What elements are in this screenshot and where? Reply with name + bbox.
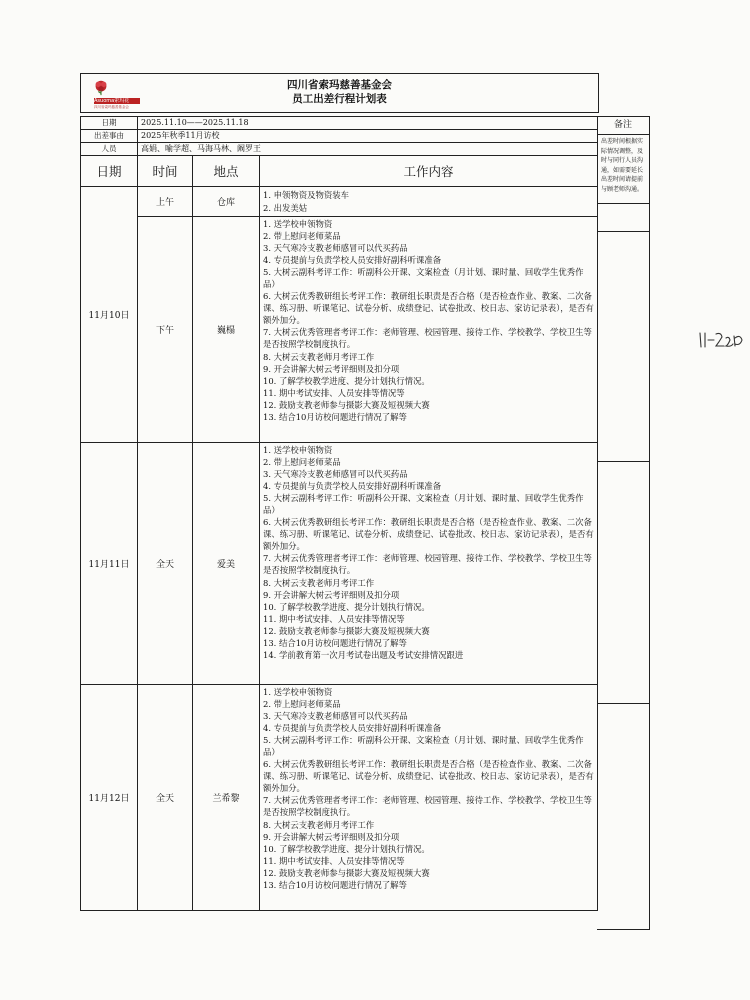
people-label: 人员 bbox=[81, 143, 138, 156]
col-header-date: 日期 bbox=[81, 156, 138, 187]
task-item: 4. 专员提前与负责学校人员安排好副科听课准备 bbox=[263, 723, 442, 734]
table-row bbox=[81, 217, 598, 443]
date-value: 2025.11.10——2025.11.18 bbox=[138, 117, 598, 130]
row-time: 全天 bbox=[138, 685, 193, 911]
task-item: 13. 结合10月访校问题进行情况了解等 bbox=[263, 411, 407, 422]
row-place: 爱美 bbox=[193, 443, 260, 685]
task-item: 7. 大树云优秀管理者考评工作：老师管理、校园管理、接待工作、学校教学、学校卫生等是否按照学校制度执行。 bbox=[263, 795, 592, 818]
task-item: 2. 带上慰问老师菜品 bbox=[263, 231, 341, 242]
task-item: 1. 送学校申领物资 bbox=[263, 687, 333, 697]
task-item: 11. 期中考试安排、人员安排等情况等 bbox=[263, 855, 405, 866]
table-row bbox=[81, 443, 598, 685]
task-item: 7. 大树云优秀管理者考评工作：老师管理、校园管理、接待工作、学校教学、学校卫生等是否按照学校制度执行。 bbox=[263, 327, 592, 350]
task-item: 6. 大树云优秀教研组长考评工作：教研组长职责是否合格（是否检查作业、教案、二次备课、练习册、听课笔记、试卷分析、成绩登记、试卷批改、校日志、家访记录表），是否有额外加分。 bbox=[263, 517, 594, 552]
task-item: 4. 专员提前与负责学校人员安排好副科听课准备 bbox=[263, 255, 442, 266]
task-item: 5. 大树云副科考评工作：听副科公开课、文案检查（月计划、课时量、回收学生优秀作品） bbox=[263, 267, 584, 290]
task-item: 12. 鼓励支教老师参与摄影大赛及短视频大赛 bbox=[263, 399, 430, 410]
remarks-divider bbox=[597, 703, 649, 704]
org-title: 四川省索玛慈善基金会 bbox=[287, 79, 392, 91]
meta-row-people bbox=[81, 143, 598, 156]
meta-row-purpose bbox=[81, 130, 598, 143]
remarks-note: 出差时间根据实际情况调整，及时与同行人员沟通，如需要延长出差时间请提前与顾老师沟通。 bbox=[601, 138, 644, 193]
task-item: 1. 送学校申领物资 bbox=[263, 219, 333, 229]
task-item: 1. 申领物资及物资装车 bbox=[263, 190, 350, 201]
task-item: 5. 大树云副科考评工作：听副科公开课、文案检查（月计划、课时量、回收学生优秀作品） bbox=[263, 735, 584, 758]
itinerary-table bbox=[80, 116, 598, 911]
remarks-divider bbox=[597, 203, 649, 204]
task-item: 12. 鼓励支教老师参与摄影大赛及短视频大赛 bbox=[263, 867, 430, 878]
column-header-row bbox=[81, 156, 598, 187]
col-header-content: 工作内容 bbox=[260, 156, 598, 187]
date-label: 日期 bbox=[81, 117, 138, 130]
remarks-divider bbox=[597, 461, 649, 462]
row-time: 全天 bbox=[138, 443, 193, 685]
remarks-column bbox=[597, 116, 650, 930]
row-date: 11月10日 bbox=[81, 187, 138, 443]
task-item: 13. 结合10月访校问题进行情况了解等 bbox=[263, 879, 407, 890]
purpose-value: 2025年秋季11月访校 bbox=[138, 130, 598, 143]
task-item: 12. 鼓励支教老师参与摄影大赛及短视频大赛 bbox=[263, 625, 430, 636]
table-row bbox=[81, 685, 598, 911]
meta-row-date bbox=[81, 117, 598, 130]
purpose-label: 出差事由 bbox=[81, 130, 138, 143]
row-place: 巍榻 bbox=[193, 217, 260, 443]
row-time: 上午 bbox=[138, 187, 193, 217]
task-item: 6. 大树云优秀教研组长考评工作：教研组长职责是否合格（是否检查作业、教案、二次备课、练习册、听课笔记、试卷分析、成绩登记、试卷批改、校日志、家访记录表），是否有额外加分。 bbox=[263, 291, 594, 326]
row-date: 11月11日 bbox=[81, 443, 138, 685]
task-item: 8. 大树云支教老师月考评工作 bbox=[263, 819, 375, 830]
task-item: 5. 大树云副科考评工作：听副科公开课、文案检查（月计划、课时量、回收学生优秀作品） bbox=[263, 493, 584, 516]
task-item: 10. 了解学校教学进度、提分计划执行情况。 bbox=[263, 601, 430, 612]
task-item: 3. 天气寒冷支教老师感冒可以代买药品 bbox=[263, 243, 408, 254]
document-header bbox=[80, 73, 599, 113]
task-item: 3. 天气寒冷支教老师感冒可以代买药品 bbox=[263, 469, 408, 480]
row-place: 兰希黎 bbox=[193, 685, 260, 911]
task-item: 4. 专员提前与负责学校人员安排好副科听课准备 bbox=[263, 481, 442, 492]
row-tasks bbox=[260, 443, 598, 685]
task-item: 3. 天气寒冷支教老师感冒可以代买药品 bbox=[263, 711, 408, 722]
row-tasks bbox=[260, 217, 598, 443]
task-item: 2. 带上慰问老师菜品 bbox=[263, 457, 341, 468]
task-item: 2. 带上慰问老师菜品 bbox=[263, 699, 341, 710]
task-item: 9. 开会讲解大树云考评细则及扣分项 bbox=[263, 363, 400, 374]
task-item: 9. 开会讲解大树云考评细则及扣分项 bbox=[263, 831, 400, 842]
task-item: 6. 大树云优秀教研组长考评工作：教研组长职责是否合格（是否检查作业、教案、二次备课、练习册、听课笔记、试卷分析、成绩登记、试卷批改、校日志、家访记录表），是否有额外加分。 bbox=[263, 759, 594, 794]
row-place: 仓库 bbox=[193, 187, 260, 217]
task-item: 10. 了解学校教学进度、提分计划执行情况。 bbox=[263, 843, 430, 854]
task-item: 10. 了解学校教学进度、提分计划执行情况。 bbox=[263, 375, 430, 386]
people-value: 高娟、喻学超、马海马林、阚罗王 bbox=[138, 143, 598, 156]
remarks-label: 备注 bbox=[597, 117, 649, 135]
row-tasks bbox=[260, 187, 598, 217]
col-header-time: 时间 bbox=[138, 156, 193, 187]
row-date: 11月12日 bbox=[81, 685, 138, 911]
task-item: 8. 大树云支教老师月考评工作 bbox=[263, 577, 375, 588]
task-item: 14. 学前教育第一次月考试卷出题及考试安排情况跟进 bbox=[263, 649, 464, 660]
handwritten-signature bbox=[697, 328, 747, 352]
col-header-place: 地点 bbox=[193, 156, 260, 187]
form-title: 员工出差行程计划表 bbox=[292, 93, 387, 105]
logo-badge: Asuoma索玛花 bbox=[94, 98, 140, 104]
task-item: 7. 大树云优秀管理者考评工作：老师管理、校园管理、接待工作、学校教学、学校卫生等是否按照学校制度执行。 bbox=[263, 553, 592, 576]
remarks-divider bbox=[597, 231, 649, 232]
row-time: 下午 bbox=[138, 217, 193, 443]
task-item: 11. 期中考试安排、人员安排等情况等 bbox=[263, 613, 405, 624]
logo-subtext: 四川省索玛慈善基金会 bbox=[94, 105, 129, 109]
row-tasks bbox=[260, 685, 598, 911]
table-row bbox=[81, 187, 598, 217]
task-item: 13. 结合10月访校问题进行情况了解等 bbox=[263, 637, 407, 648]
task-item: 8. 大树云支教老师月考评工作 bbox=[263, 351, 375, 362]
task-item: 1. 送学校申领物资 bbox=[263, 445, 333, 455]
task-item: 9. 开会讲解大树云考评细则及扣分项 bbox=[263, 589, 400, 600]
task-item: 11. 期中考试安排、人员安排等情况等 bbox=[263, 387, 405, 398]
task-item: 2. 出发美姑 bbox=[263, 202, 308, 213]
